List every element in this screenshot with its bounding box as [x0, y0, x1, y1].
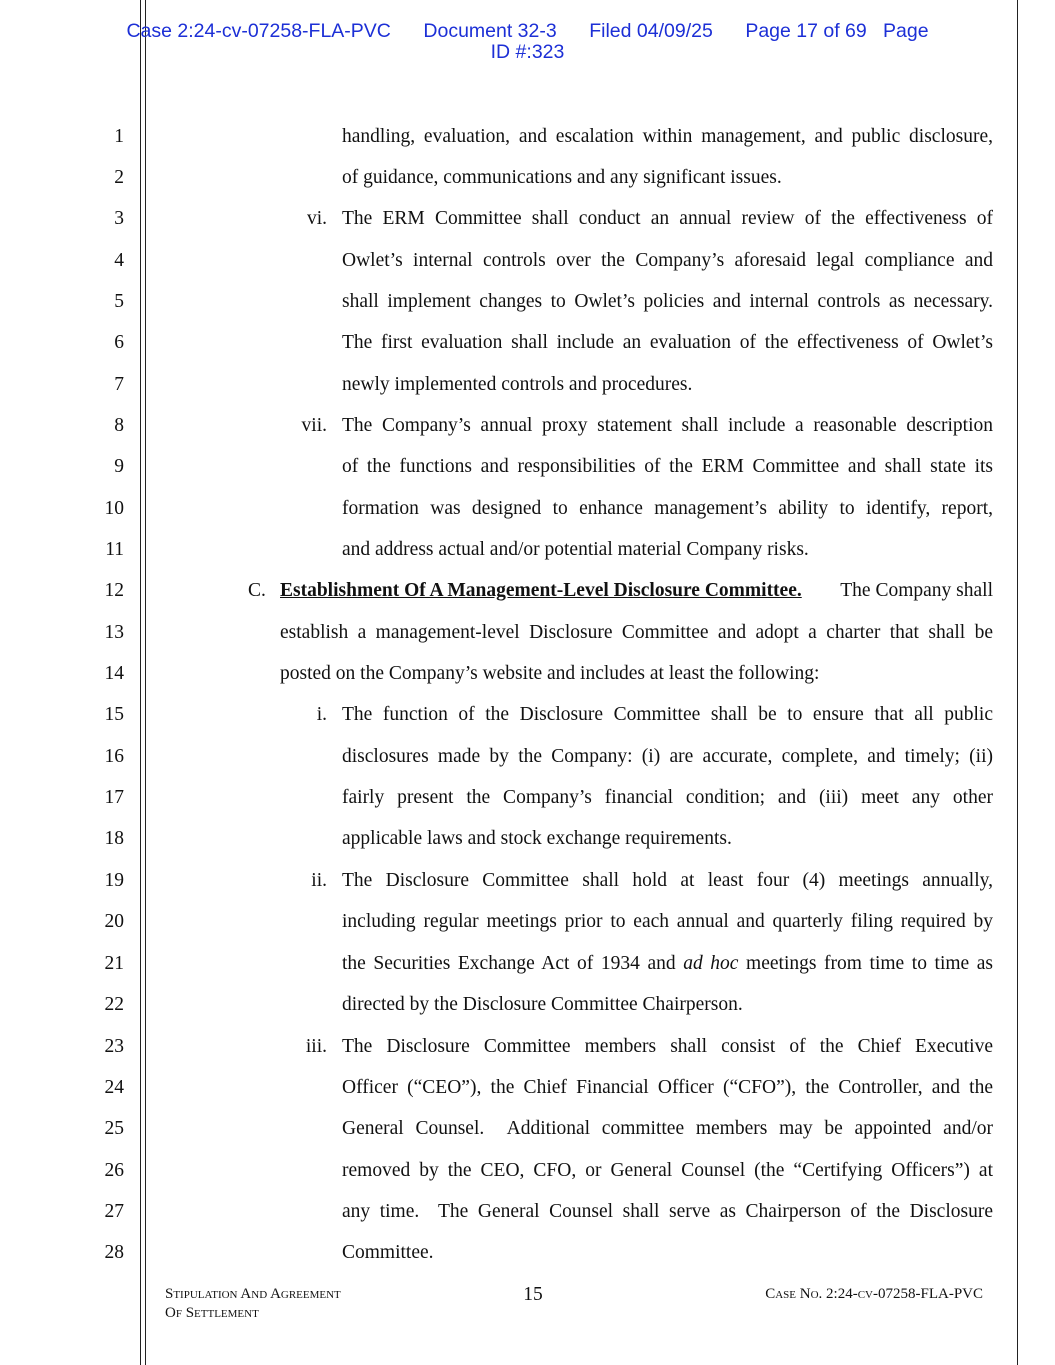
body-line-15: The function of the Disclosure Committee shall be to ensure that all public — [342, 704, 993, 725]
footer-page-number: 15 — [523, 1284, 543, 1305]
body-line-22: directed by the Disclosure Committee Chairperson. — [342, 994, 743, 1015]
body-line-24: Officer (“CEO”), the Chief Financial Officer (“CFO”), the Controller, and the — [342, 1077, 993, 1098]
line-number: 21 — [104, 953, 124, 974]
body-line-4: Owlet’s internal controls over the Company’s aforesaid legal compliance and — [342, 250, 993, 271]
left-margin-rule-outer — [140, 0, 141, 1365]
line-number: 15 — [104, 704, 124, 725]
line-number: 26 — [104, 1160, 124, 1181]
body-line-6: The first evaluation shall include an evaluation of the effectiveness of Owlet’s — [342, 332, 993, 353]
line-number: 13 — [104, 622, 124, 643]
line-number: 12 — [104, 580, 124, 601]
item-label-iii: iii. — [305, 1036, 327, 1057]
line-number: 5 — [114, 291, 124, 312]
line-number: 25 — [104, 1118, 124, 1139]
body-line-25: General Counsel. Additional committee members may be appointed and/or — [342, 1118, 993, 1139]
body-line-12-rest: The Company shall — [840, 580, 993, 601]
section-c-heading-bold: Establishment Of A Management-Level Disclosure Committee. — [280, 580, 802, 601]
body-line-11: and address actual and/or potential material Company risks. — [342, 539, 809, 560]
item-label-i: i. — [316, 704, 327, 725]
line-number: 3 — [114, 208, 124, 229]
line-number: 4 — [114, 250, 124, 271]
footer-title-line1: Stipulation And Agreement — [165, 1286, 341, 1302]
footer-title-line2: Of Settlement — [165, 1305, 259, 1321]
line-number: 23 — [104, 1036, 124, 1057]
line-number: 7 — [114, 374, 124, 395]
body-line-21 — [342, 953, 993, 975]
body-line-19: The Disclosure Committee shall hold at least four (4) meetings annually, — [342, 870, 993, 891]
item-label-vii: vii. — [301, 415, 327, 436]
body-line-16: disclosures made by the Company: (i) are accurate, complete, and timely; (ii) — [342, 746, 993, 767]
line-number: 9 — [114, 456, 124, 477]
filing-header-line2: ID #:323 — [490, 41, 565, 63]
line-number: 22 — [104, 994, 124, 1015]
line-number: 28 — [104, 1242, 124, 1263]
body-line-5: shall implement changes to Owlet’s policies and internal controls as necessary. — [342, 291, 993, 312]
item-label-ii: ii. — [311, 870, 327, 891]
body-line-23: The Disclosure Committee members shall consist of the Chief Executive — [342, 1036, 993, 1057]
line-number: 16 — [104, 746, 124, 767]
filing-header-line1: Case 2:24-cv-07258-FLA-PVC Document 32-3 Filed 04/09/25 Page 17 of 69 Page — [126, 20, 929, 42]
body-line-2: of guidance, communications and any significant issues. — [342, 167, 782, 188]
body-line-14: posted on the Company’s website and includes at least the following: — [280, 663, 820, 684]
body-line-21-a: the Securities Exchange Act of 1934 and — [342, 953, 676, 974]
body-line-3: The ERM Committee shall conduct an annual review of the effectiveness of — [342, 208, 993, 229]
body-line-13: establish a management-level Disclosure Committee and adopt a charter that shall be — [280, 622, 993, 643]
item-label-vi: vi. — [306, 208, 327, 229]
body-line-9: of the functions and responsibilities of the ERM Committee and shall state its — [342, 456, 993, 477]
body-line-27: any time. The General Counsel shall serve as Chairperson of the Disclosure — [342, 1201, 993, 1222]
line-number: 24 — [104, 1077, 124, 1098]
left-margin-rule-inner — [145, 0, 146, 1365]
line-number: 11 — [105, 539, 124, 560]
body-line-21-italic: ad hoc — [683, 953, 739, 974]
body-line-8: The Company’s annual proxy statement shall include a reasonable description — [342, 415, 993, 436]
body-line-18: applicable laws and stock exchange requirements. — [342, 828, 732, 849]
right-margin-rule — [1017, 0, 1018, 1365]
body-line-7: newly implemented controls and procedures. — [342, 374, 693, 395]
line-number: 2 — [114, 167, 124, 188]
body-line-17: fairly present the Company’s financial condition; and (iii) meet any other — [342, 787, 993, 808]
line-number: 20 — [104, 911, 124, 932]
line-number: 10 — [104, 498, 124, 519]
line-number: 27 — [104, 1201, 124, 1222]
body-line-26: removed by the CEO, CFO, or General Counsel (the “Certifying Officers”) at — [342, 1160, 993, 1181]
line-number: 14 — [104, 663, 124, 684]
body-line-20: including regular meetings prior to each annual and quarterly filing required by — [342, 911, 993, 932]
line-number: 6 — [114, 332, 124, 353]
footer-case-number: Case No. 2:24-cv-07258-FLA-PVC — [765, 1286, 983, 1302]
line-number: 19 — [104, 870, 124, 891]
line-number: 1 — [114, 126, 124, 147]
line-number: 8 — [114, 415, 124, 436]
body-line-1: handling, evaluation, and escalation within management, and public disclosure, — [342, 126, 993, 147]
line-number: 18 — [104, 828, 124, 849]
body-line-10: formation was designed to enhance management’s ability to identify, report, — [342, 498, 993, 519]
line-number: 17 — [104, 787, 124, 808]
section-label-c: C. — [248, 580, 266, 601]
body-line-28: Committee. — [342, 1242, 434, 1263]
body-line-21-c: meetings from time to time as — [746, 953, 994, 974]
